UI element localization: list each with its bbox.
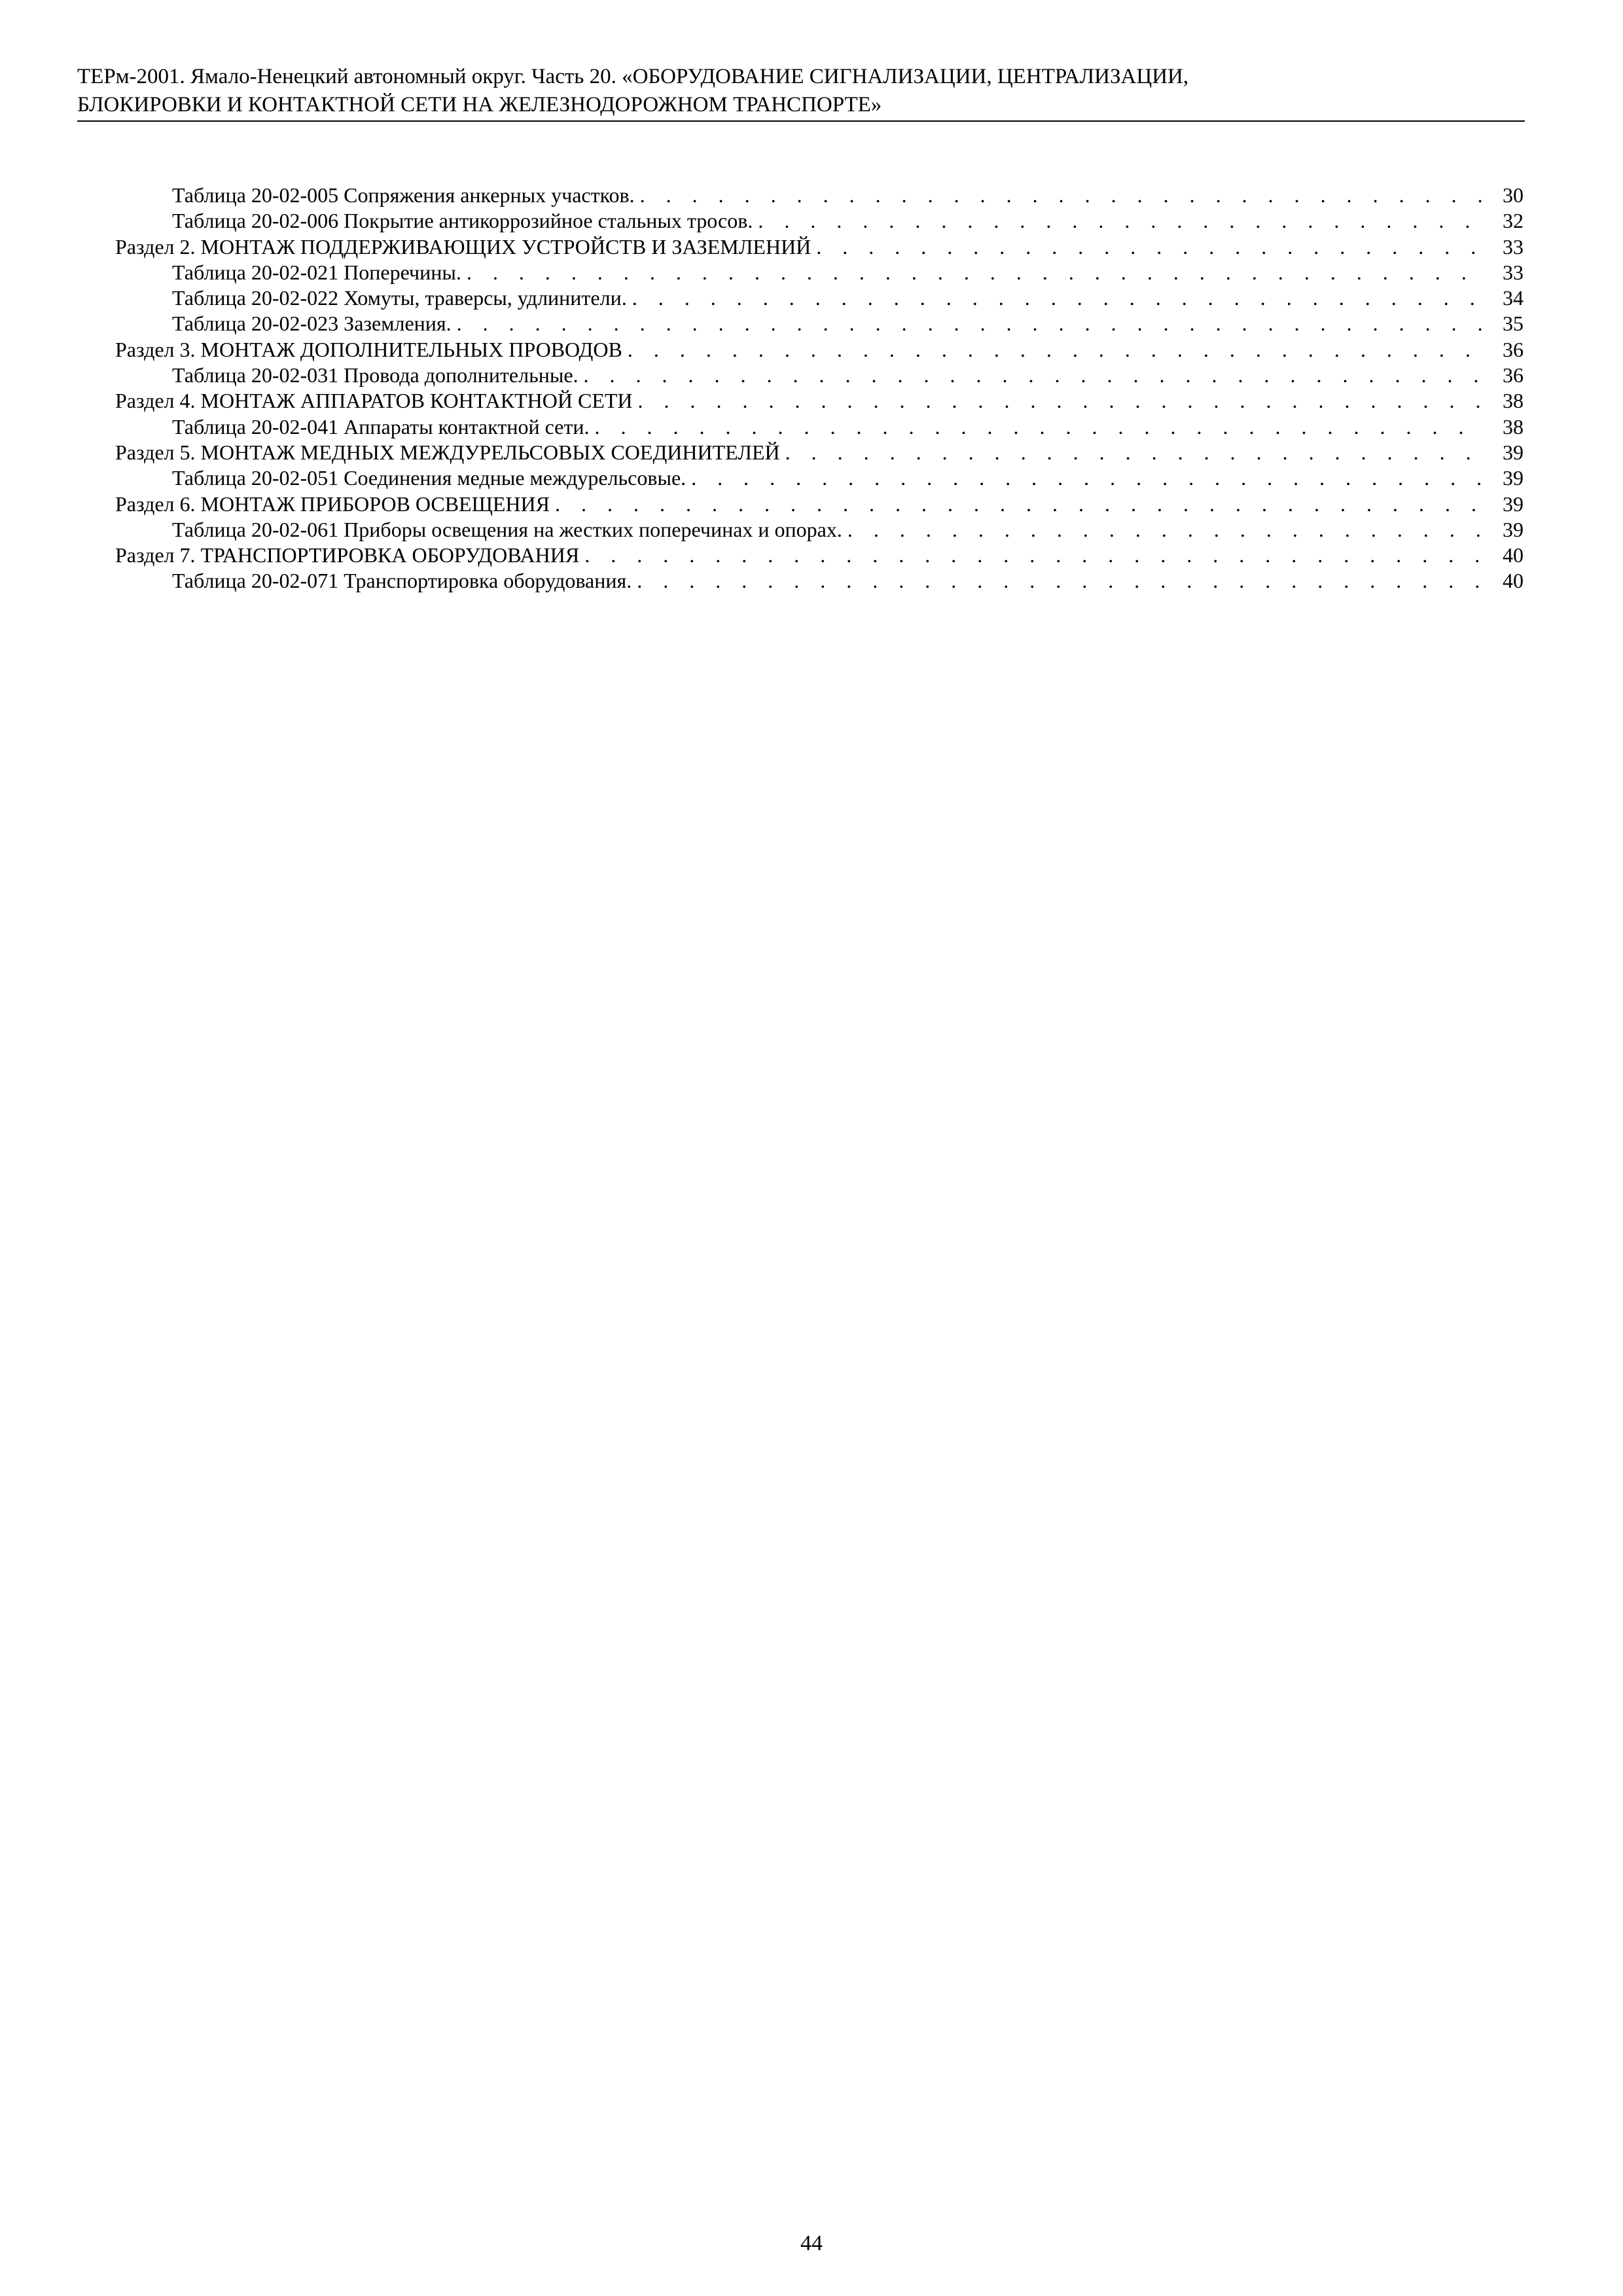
page-header	[77, 63, 1525, 122]
toc-table-entry[interactable]	[115, 260, 1524, 285]
toc-table-entry[interactable]	[115, 208, 1524, 234]
toc-section-entry[interactable]	[115, 234, 1524, 260]
table-of-contents	[115, 183, 1524, 594]
toc-section-entry[interactable]	[115, 492, 1524, 517]
toc-entry-title: Раздел 2. МОНТАЖ ПОДДЕРЖИВАЮЩИХ УСТРОЙСТВ И ЗАЗЕМЛЕНИЙ	[115, 234, 812, 259]
toc-table-entry[interactable]	[115, 517, 1524, 543]
toc-table-entry[interactable]	[115, 568, 1524, 594]
toc-table-entry[interactable]	[115, 285, 1524, 311]
toc-dot-leader	[816, 234, 1484, 260]
toc-entry-page: 33	[1503, 234, 1524, 259]
toc-table-entry[interactable]	[115, 414, 1524, 440]
toc-entry-page: 30	[1503, 183, 1524, 207]
toc-section-entry[interactable]	[115, 388, 1524, 414]
toc-entry-page: 39	[1503, 492, 1524, 516]
toc-entry-page: 33	[1503, 260, 1524, 284]
header-line-1: ТЕРм-2001. Ямало-Ненецкий автономный округ. Часть 20. «ОБОРУДОВАНИЕ СИГНАЛИЗАЦИИ, ЦЕНТРАЛИЗАЦИИ,	[77, 65, 1189, 88]
toc-entry-title: Таблица 20-02-051 Соединения медные междурельсовые.	[172, 466, 687, 490]
toc-dot-leader	[594, 414, 1484, 440]
toc-dot-leader	[555, 492, 1484, 517]
toc-entry-title: Таблица 20-02-061 Приборы освещения на жестких поперечинах и опорах.	[172, 517, 842, 541]
toc-entry-title: Таблица 20-02-071 Транспортировка оборудования.	[172, 569, 632, 593]
toc-dot-leader	[847, 517, 1484, 543]
toc-entry-title: Раздел 7. ТРАНСПОРТИРОВКА ОБОРУДОВАНИЯ	[115, 543, 580, 567]
toc-section-entry[interactable]	[115, 543, 1524, 568]
toc-entry-title: Раздел 5. МОНТАЖ МЕДНЫХ МЕЖДУРЕЛЬСОВЫХ СОЕДИНИТЕЛЕЙ	[115, 440, 780, 464]
toc-dot-leader	[467, 260, 1484, 285]
toc-entry-page: 32	[1503, 209, 1524, 233]
toc-entry-title: Таблица 20-02-021 Поперечины.	[172, 260, 461, 284]
toc-entry-page: 35	[1503, 312, 1524, 336]
toc-entry-page: 39	[1503, 440, 1524, 464]
toc-entry-title: Раздел 6. МОНТАЖ ПРИБОРОВ ОСВЕЩЕНИЯ	[115, 492, 550, 516]
toc-dot-leader	[628, 337, 1484, 363]
toc-dot-leader	[632, 285, 1484, 311]
toc-entry-page: 40	[1503, 569, 1524, 593]
toc-entry-page: 38	[1503, 389, 1524, 413]
toc-entry-title: Таблица 20-02-006 Покрытие антикоррозийное стальных тросов.	[172, 209, 753, 233]
toc-table-entry[interactable]	[115, 465, 1524, 491]
toc-entry-page: 39	[1503, 517, 1524, 541]
toc-entry-page: 38	[1503, 414, 1524, 439]
toc-entry-page: 36	[1503, 337, 1524, 361]
toc-entry-page: 36	[1503, 363, 1524, 387]
toc-table-entry[interactable]	[115, 363, 1524, 388]
toc-dot-leader	[584, 543, 1484, 568]
toc-dot-leader	[457, 311, 1484, 336]
toc-dot-leader	[691, 465, 1484, 491]
toc-entry-title: Таблица 20-02-022 Хомуты, траверсы, удлинители.	[172, 286, 627, 310]
toc-entry-title: Таблица 20-02-031 Провода дополнительные.	[172, 363, 579, 387]
toc-dot-leader	[637, 568, 1484, 594]
toc-section-entry[interactable]	[115, 337, 1524, 363]
page-number: 44	[800, 2231, 823, 2255]
toc-dot-leader	[640, 183, 1484, 208]
toc-entry-title: Таблица 20-02-041 Аппараты контактной сети.	[172, 414, 590, 439]
toc-entry-title: Таблица 20-02-005 Сопряжения анкерных участков.	[172, 183, 635, 207]
toc-entry-page: 39	[1503, 466, 1524, 490]
toc-entry-page: 34	[1503, 286, 1524, 310]
toc-table-entry[interactable]	[115, 311, 1524, 336]
toc-section-entry[interactable]	[115, 440, 1524, 465]
toc-dot-leader	[758, 208, 1484, 234]
toc-table-entry[interactable]	[115, 183, 1524, 208]
toc-entry-title: Раздел 3. МОНТАЖ ДОПОЛНИТЕЛЬНЫХ ПРОВОДОВ	[115, 337, 622, 361]
toc-entry-title: Таблица 20-02-023 Заземления.	[172, 312, 452, 336]
toc-dot-leader	[638, 388, 1484, 414]
toc-entry-page: 40	[1503, 543, 1524, 567]
header-line-2: БЛОКИРОВКИ И КОНТАКТНОЙ СЕТИ НА ЖЕЛЕЗНОДОРОЖНОМ ТРАНСПОРТЕ»	[77, 93, 882, 117]
toc-entry-title: Раздел 4. МОНТАЖ АППАРАТОВ КОНТАКТНОЙ СЕТИ	[115, 389, 633, 413]
toc-dot-leader	[785, 440, 1484, 465]
toc-dot-leader	[584, 363, 1484, 388]
